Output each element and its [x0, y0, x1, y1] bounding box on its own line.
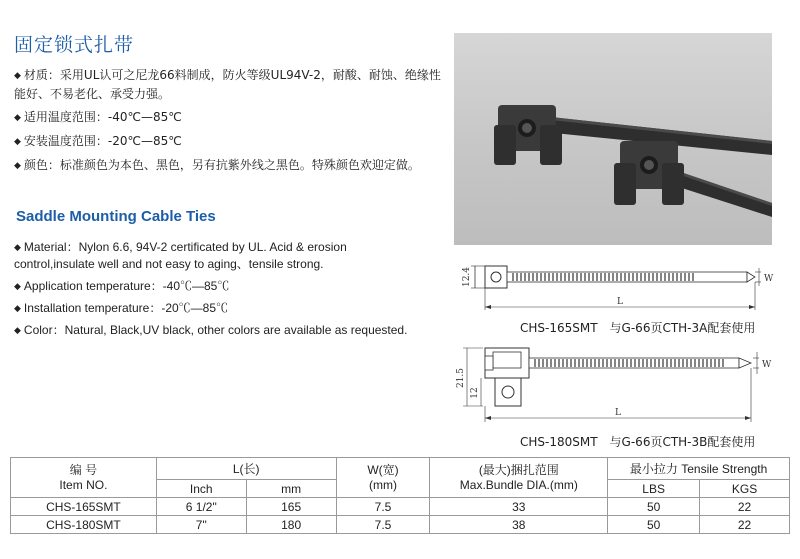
- en-color: ◆ Color：Natural, Black,UV black, other colors are available as requested.: [14, 323, 408, 337]
- header-tensile: 最小拉力 Tensile Strength: [608, 458, 790, 480]
- header-width: W(宽) (mm): [336, 458, 430, 498]
- cn-color: ◆ 颜色：标准颜色为本色、黑色，另有抗紫外线之黑色。特殊颜色欢迎定做。: [14, 158, 420, 172]
- english-title: Saddle Mounting Cable Ties: [16, 208, 216, 225]
- caption-chs-180smt: CHS-180SMT 与G-66页CTH-3B配套使用: [520, 435, 756, 449]
- cell-lbs: 50: [608, 498, 700, 516]
- dim-width-1: W: [764, 274, 774, 284]
- table-row: [11, 516, 790, 534]
- cell-width: 7.5: [336, 516, 430, 534]
- dim-height-1: 12.4: [462, 266, 472, 288]
- en-temp-use: ◆ Application temperature：-40℃—85℃: [14, 279, 230, 293]
- diamond-bullet-icon: ◆: [14, 137, 21, 147]
- dim-length-2: L: [615, 408, 621, 418]
- header-length: L(长): [156, 458, 336, 480]
- cable-tie-photo-illustration: [454, 33, 772, 245]
- diamond-bullet-icon: ◆: [14, 161, 21, 171]
- spec-table: [10, 457, 790, 534]
- english-spec-list: [14, 239, 414, 344]
- cell-item: CHS-180SMT: [11, 516, 157, 534]
- dim-length-1: L: [617, 297, 623, 307]
- cell-width: 7.5: [336, 498, 430, 516]
- header-bundle: (最大)捆扎范围 Max.Bundle DIA.(mm): [430, 458, 608, 498]
- cn-temp-use: ◆ 适用温度范围：-40℃—85℃: [14, 110, 182, 124]
- table-row: [11, 498, 790, 516]
- header-mm: mm: [246, 480, 336, 498]
- diamond-bullet-icon: ◆: [14, 325, 21, 335]
- en-material: ◆ Material：Nylon 6.6, 94V-2 certificated by UL. Acid & erosion control,insulate well and not easy to aging、tensile strong.: [14, 240, 347, 271]
- cell-item: CHS-165SMT: [11, 498, 157, 516]
- diamond-bullet-icon: ◆: [14, 242, 21, 252]
- header-item: 编 号 Item NO.: [11, 458, 157, 498]
- cell-inch: 7": [156, 516, 246, 534]
- cell-lbs: 50: [608, 516, 700, 534]
- cell-kgs: 22: [700, 516, 790, 534]
- chinese-spec-list: [14, 66, 444, 180]
- cell-kgs: 22: [700, 498, 790, 516]
- cell-mm: 165: [246, 498, 336, 516]
- cell-inch: 6 1/2": [156, 498, 246, 516]
- diamond-bullet-icon: ◆: [14, 303, 21, 313]
- technical-drawing-2: [455, 340, 795, 432]
- cn-temp-install: ◆ 安装温度范围：-20℃—85℃: [14, 134, 182, 148]
- cell-dia: 33: [430, 498, 608, 516]
- cell-dia: 38: [430, 516, 608, 534]
- dim-width-2: W: [762, 360, 772, 370]
- drawing-chs-180smt: [455, 340, 795, 432]
- diamond-bullet-icon: ◆: [14, 71, 21, 81]
- header-kgs: KGS: [700, 480, 790, 498]
- caption-chs-165smt: CHS-165SMT 与G-66页CTH-3A配套使用: [520, 321, 756, 335]
- en-temp-install: ◆ Installation temperature：-20℃—85℃: [14, 301, 229, 315]
- cn-material: ◆ 材质：采用UL认可之尼龙66料制成，防火等级UL94V-2，耐酸、耐蚀、绝缘性能好、不易老化、承受力强。: [14, 68, 441, 101]
- diamond-bullet-icon: ◆: [14, 113, 21, 123]
- diamond-bullet-icon: ◆: [14, 281, 21, 291]
- product-photo: [454, 33, 772, 245]
- header-lbs: LBS: [608, 480, 700, 498]
- header-inch: Inch: [156, 480, 246, 498]
- dim-height-2: 21.5: [456, 367, 466, 389]
- cell-mm: 180: [246, 516, 336, 534]
- dim-small-2: 12: [470, 387, 480, 399]
- table-header-row: [11, 458, 790, 480]
- chinese-title: 固定锁式扎带: [14, 34, 135, 56]
